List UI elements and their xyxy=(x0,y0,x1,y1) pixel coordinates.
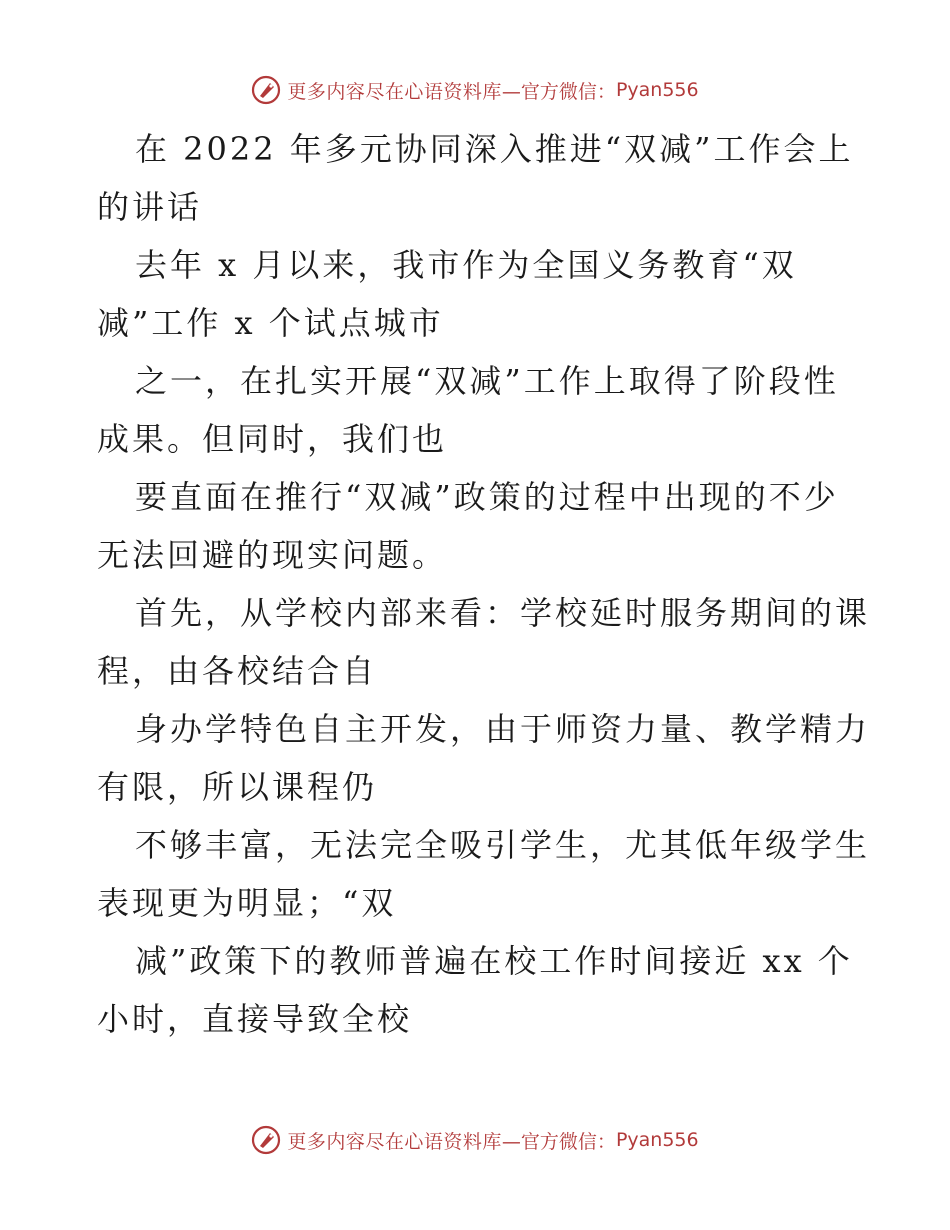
banner-separator: —官方微信： xyxy=(501,80,616,103)
doc-line: 身办学特色自主开发，由于师资力量、教学精力 xyxy=(135,710,871,748)
doc-line: 不够丰富，无法完全吸引学生，尤其低年级学生 xyxy=(135,826,871,864)
pen-nib-logo-icon xyxy=(251,75,281,105)
document-body xyxy=(97,120,871,1048)
doc-line: 之一，在扎实开展“双减”工作上取得了阶段性 xyxy=(135,362,839,400)
doc-line: 减”政策下的教师普遍在校工作时间接近 xx 个 xyxy=(135,942,853,980)
doc-line: 成果。但同时，我们也 xyxy=(97,420,448,458)
banner-wechat-id: Pyan556 xyxy=(615,79,699,101)
banner-separator: —官方微信： xyxy=(501,1130,616,1153)
banner-text: 更多内容尽在心语资料库 xyxy=(287,1130,502,1153)
footer-banner xyxy=(0,1120,950,1160)
doc-line: 程，由各校结合自 xyxy=(97,652,378,690)
doc-line: 首先，从学校内部来看：学校延时服务期间的课 xyxy=(135,594,871,632)
pen-nib-logo-icon xyxy=(251,1125,281,1155)
banner-text: 更多内容尽在心语资料库 xyxy=(287,80,502,103)
header-banner xyxy=(0,70,950,110)
doc-line: 去年 x 月以来，我市作为全国义务教育“双 xyxy=(135,246,797,284)
doc-line: 无法回避的现实问题。 xyxy=(97,536,448,574)
doc-line: 减”工作 x 个试点城市 xyxy=(97,304,444,342)
doc-line: 有限，所以课程仍 xyxy=(97,768,378,806)
doc-line: 小时，直接导致全校 xyxy=(97,1000,413,1038)
banner-wechat-id: Pyan556 xyxy=(615,1129,699,1151)
doc-line: 在 2022 年多元协同深入推进“双减”工作会上 xyxy=(135,130,854,168)
doc-line: 的讲话 xyxy=(97,188,203,226)
doc-line: 表现更为明显；“双 xyxy=(97,884,397,922)
doc-line: 要直面在推行“双减”政策的过程中出现的不少 xyxy=(135,478,839,516)
